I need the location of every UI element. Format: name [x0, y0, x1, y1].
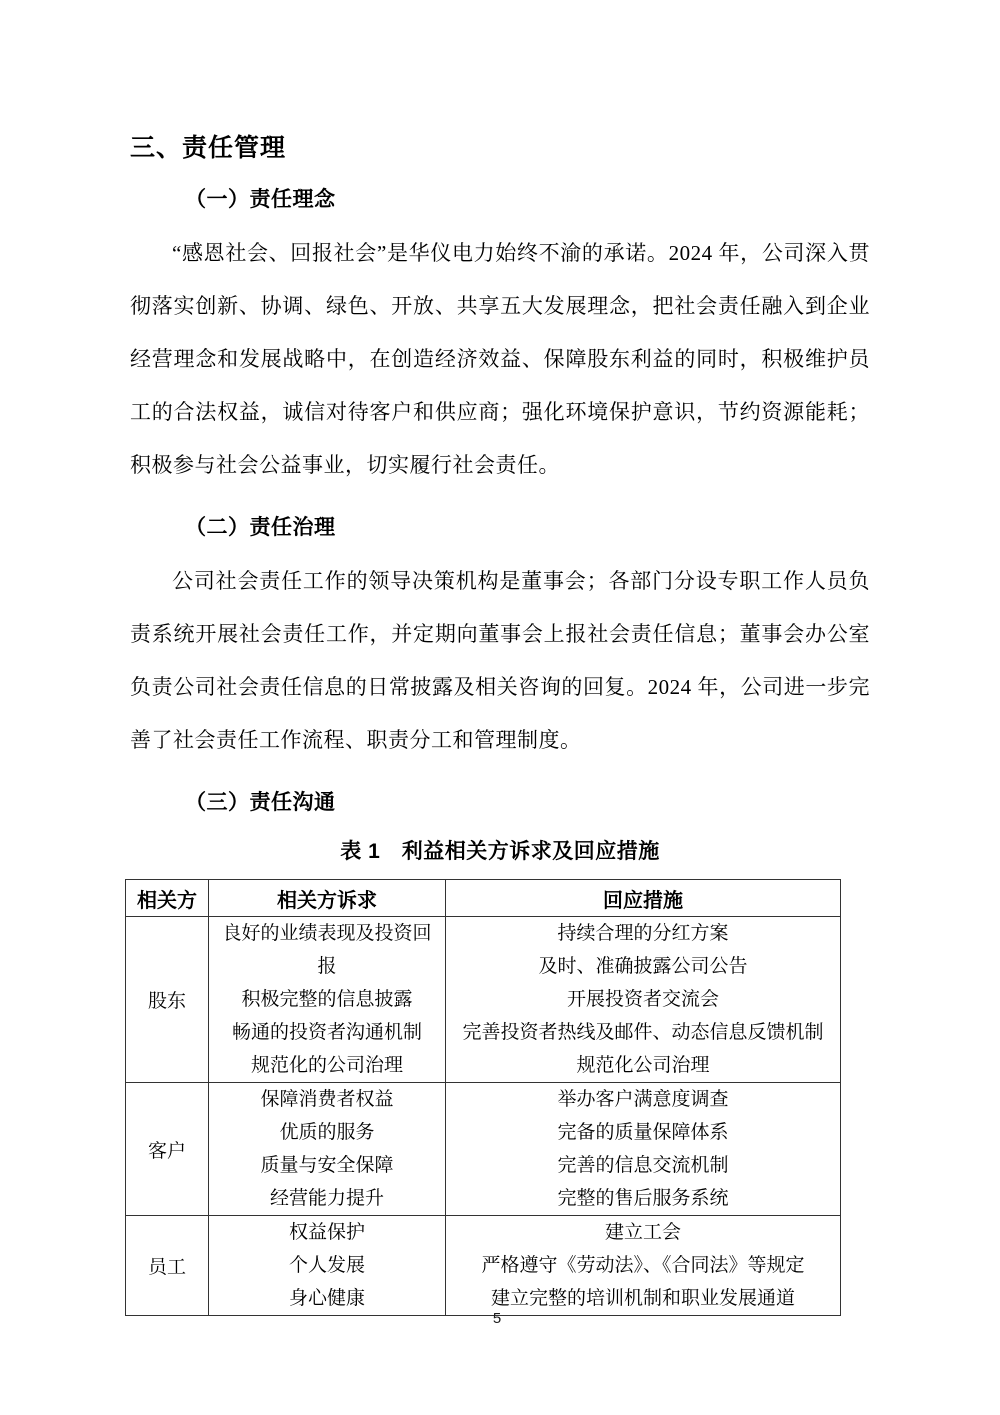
- page-number: 5: [492, 1310, 502, 1327]
- demands-cell: [209, 1083, 446, 1216]
- cell-line: 举办客户满意度调查: [557, 1089, 729, 1110]
- paragraph-responsibility-governance: 公司社会责任工作的领导决策机构是董事会；各部门分设专职工作人员负责系统开展社会责任工作，并定期向董事会上报社会责任信息；董事会办公室负责公司社会责任信息的日常披露及相关咨询的回复。2024 年，公司进一步完善了社会责任工作流程、职责分工和管理制度。: [130, 569, 870, 752]
- table-header-row: [126, 880, 841, 917]
- cell-line: 畅通的投资者沟通机制: [231, 1022, 422, 1043]
- col-header-stakeholder: 相关方: [126, 880, 209, 917]
- responses-cell: [446, 917, 841, 1083]
- subsection-heading-philosophy: （一）责任理念: [185, 188, 336, 211]
- cell-line: 完整的售后服务系统: [557, 1188, 729, 1209]
- cell-line: 规范化的公司治理: [250, 1055, 403, 1076]
- cell-line: 保障消费者权益: [260, 1089, 394, 1110]
- stakeholder-table: [125, 879, 841, 1316]
- col-header-demands: 相关方诉求: [209, 880, 446, 917]
- cell-line: 完善的信息交流机制: [557, 1155, 729, 1176]
- table-row-employees: [126, 1216, 841, 1316]
- col-header-responses: 回应措施: [446, 880, 841, 917]
- cell-line: 经营能力提升: [269, 1188, 384, 1209]
- subsection-heading-communication: （三）责任沟通: [185, 791, 336, 814]
- cell-line: 个人发展: [288, 1255, 365, 1276]
- cell-line: 权益保护: [288, 1222, 365, 1243]
- cell-line: 严格遵守《劳动法》、《合同法》等规定: [481, 1255, 805, 1276]
- cell-line: 建立完整的培训机制和职业发展通道: [490, 1288, 795, 1309]
- cell-line: 完备的质量保障体系: [557, 1122, 729, 1143]
- stakeholder-name: 员工: [126, 1216, 209, 1316]
- cell-line: 完善投资者热线及邮件、动态信息反馈机制: [462, 1022, 824, 1043]
- cell-line: 持续合理的分红方案: [557, 923, 729, 944]
- responses-cell: [446, 1083, 841, 1216]
- stakeholder-name: 股东: [126, 917, 209, 1083]
- table-row-customers: [126, 1083, 841, 1216]
- cell-line: 积极完整的信息披露: [241, 989, 413, 1010]
- demands-cell: [209, 1216, 446, 1316]
- cell-line: 身心健康: [288, 1288, 365, 1309]
- table-row-shareholders: [126, 917, 841, 1083]
- subsection-heading-governance: （二）责任治理: [185, 516, 336, 539]
- cell-line: 良好的业绩表现及投资回报: [222, 923, 432, 977]
- cell-line: 规范化公司治理: [576, 1055, 710, 1076]
- cell-line: 建立工会: [604, 1222, 681, 1243]
- responses-cell: [446, 1216, 841, 1316]
- cell-line: 优质的服务: [279, 1122, 375, 1143]
- cell-line: 及时、准确披露公司公告: [538, 956, 748, 977]
- demands-cell: [209, 917, 446, 1083]
- paragraph-responsibility-philosophy: “感恩社会、回报社会”是华仪电力始终不渝的承诺。2024 年，公司深入贯彻落实创新、协调、绿色、开放、共享五大发展理念，把社会责任融入到企业经营理念和发展战略中，在创造经济效益、保障股东利益的同时，积极维护员工的合法权益，诚信对待客户和供应商；强化环境保护意识，节约资源能耗；积极参与社会公益事业，切实履行社会责任。: [130, 241, 870, 477]
- stakeholder-name: 客户: [126, 1083, 209, 1216]
- table-title: 表 1 利益相关方诉求及回应措施: [340, 840, 660, 863]
- cell-line: 质量与安全保障: [260, 1155, 394, 1176]
- section-heading: 三、责任管理: [130, 134, 287, 162]
- cell-line: 开展投资者交流会: [566, 989, 719, 1010]
